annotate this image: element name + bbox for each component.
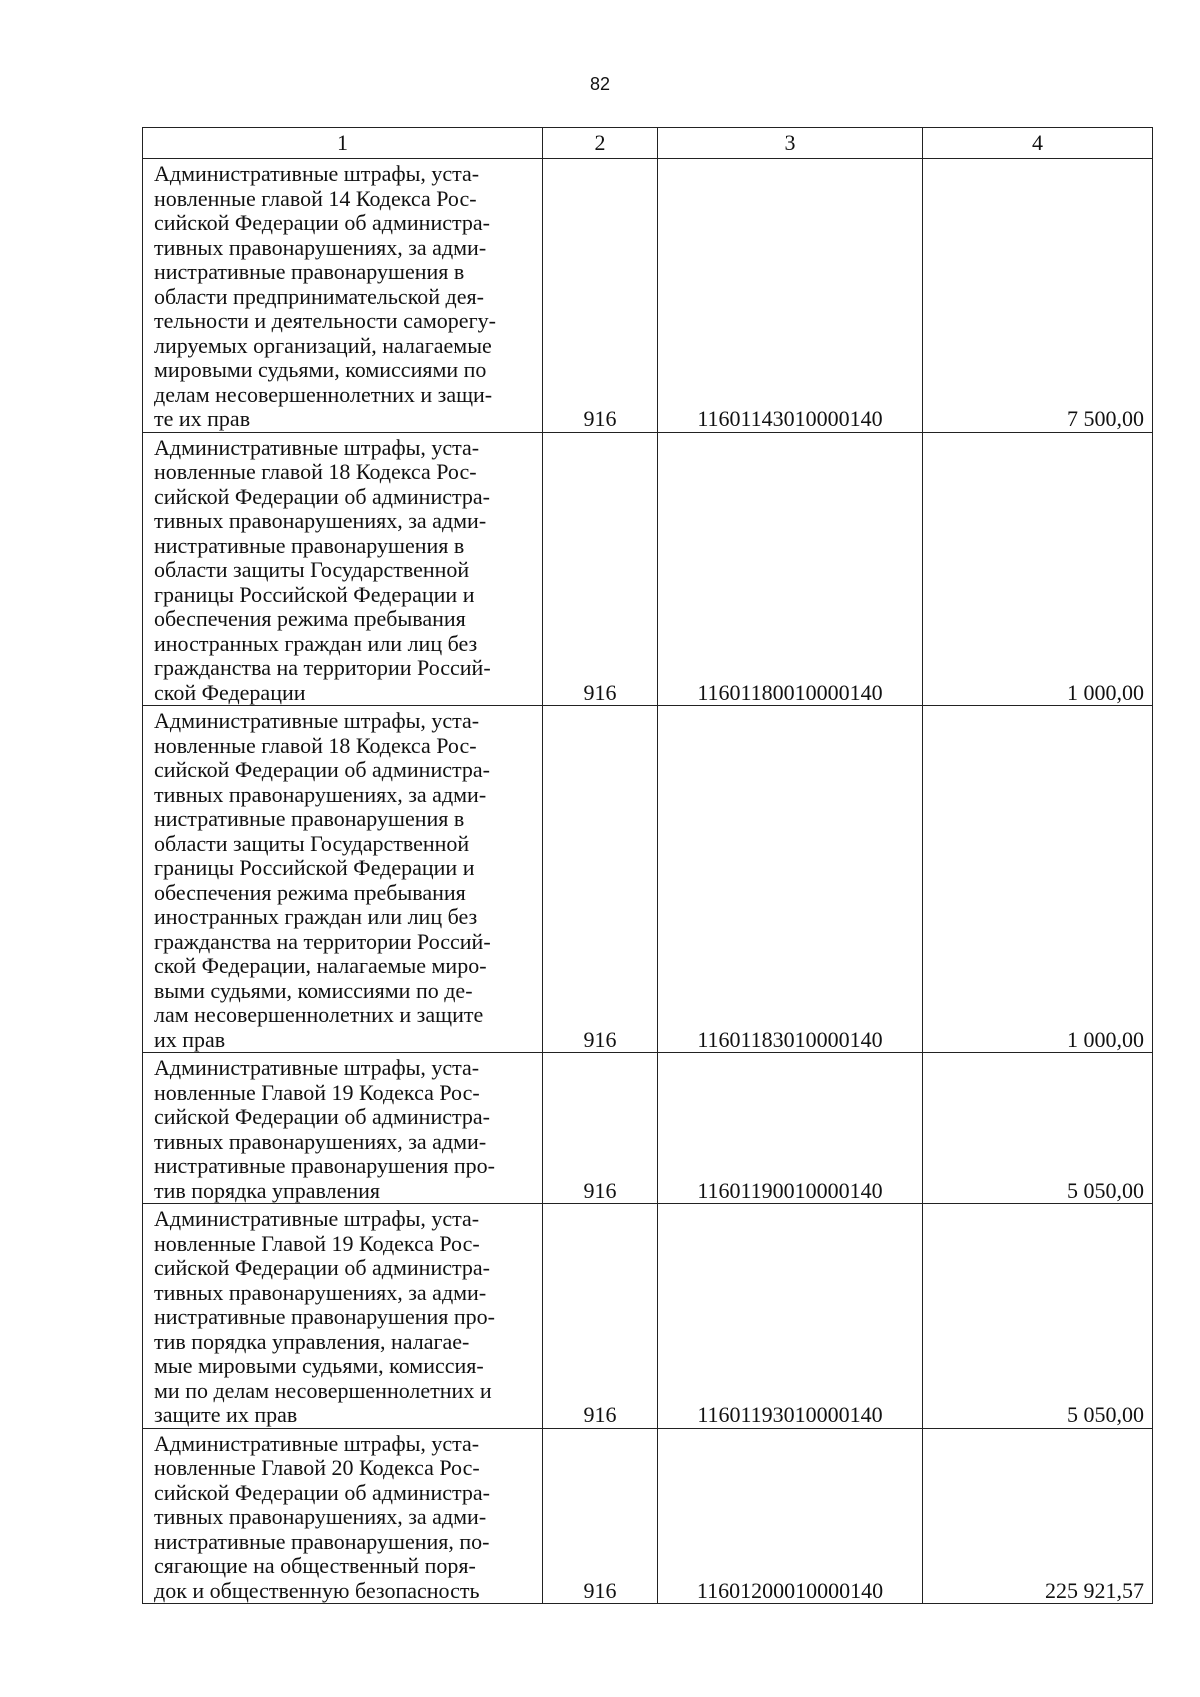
column-header-3: 3 [658,128,923,159]
revenue-name-cell [143,1428,543,1604]
administrator-code-cell: 916 [543,1053,658,1204]
revenue-name-line: сийской Федерации об администра- [154,757,490,782]
revenue-table [142,127,1153,1604]
revenue-name-line: ской Федерации [154,679,306,705]
revenue-name-line: сийской Федерации об администра- [154,483,490,509]
revenue-name-line: тивных правонарушениях, за адми- [154,1279,487,1305]
table-row [143,706,1153,1053]
revenue-name-line: мые мировыми судьями, комиссия- [154,1353,484,1378]
revenue-name-line: иностранных граждан или лиц без [154,630,478,656]
revenue-name-line: сягающие на общественный поря- [154,1553,476,1578]
revenue-name-line: новленные Главой 19 Кодекса Рос- [154,1230,480,1256]
revenue-name-line: мировыми судьями, комиссиями по [154,357,487,382]
revenue-name-line: гражданства на территории Россий- [154,928,491,954]
revenue-name-line: делам несовершеннолетних и защи- [154,381,493,407]
classification-code-cell: 11601183010000140 [658,706,923,1053]
administrator-code-cell: 916 [543,432,658,706]
administrator-code-cell: 916 [543,159,658,433]
revenue-name-line: их прав [154,1026,226,1052]
revenue-name-line: нистративные правонарушения про- [154,1153,495,1178]
revenue-name-line: ми по делам несовершеннолетних и [154,1377,492,1403]
column-header-4: 4 [923,128,1153,159]
revenue-name-line: Административные штрафы, уста- [154,434,480,460]
table-body [143,159,1153,1604]
revenue-name-line: Административные штрафы, уста- [154,1206,480,1231]
revenue-name-line: новленные Главой 20 Кодекса Рос- [154,1455,480,1480]
revenue-name-line: Административные штрафы, уста- [154,1430,480,1456]
classification-code-cell: 11601143010000140 [658,159,923,433]
table-row [143,1053,1153,1204]
revenue-name-line: нистративные правонарушения в [154,259,465,284]
administrator-code-cell: 916 [543,706,658,1053]
revenue-name-line: новленные главой 14 Кодекса Рос- [154,185,477,211]
column-header-1: 1 [143,128,543,159]
revenue-name-line: тивных правонарушениях, за адми- [154,781,487,807]
revenue-name-line: границы Российской Федерации и [154,581,475,607]
table-row [143,159,1153,433]
amount-cell: 225 921,57 [923,1428,1153,1604]
revenue-name-line: тельности и деятельности саморегу- [154,308,496,333]
revenue-name-line: тивных правонарушениях, за адми- [154,1504,487,1529]
revenue-name-line: док и общественную безопасность [154,1577,480,1603]
revenue-name-line: сийской Федерации об администра- [154,1255,490,1280]
administrator-code-cell: 916 [543,1204,658,1429]
revenue-name-line: области защиты Государственной [154,830,470,856]
table-row [143,1428,1153,1604]
revenue-name-line: тивных правонарушениях, за адми- [154,234,487,260]
amount-cell: 7 500,00 [923,159,1153,433]
revenue-name-line: области защиты Государственной [154,557,470,582]
table-row [143,432,1153,706]
revenue-name-line: те их прав [154,406,251,431]
revenue-name-line: лам несовершеннолетних и защите [154,1002,484,1027]
revenue-name-cell [143,1204,543,1429]
revenue-name-line: сийской Федерации об администра- [154,210,490,235]
revenue-name-line: Административные штрафы, уста- [154,161,480,186]
classification-code-cell: 11601180010000140 [658,432,923,706]
revenue-name-line: иностранных граждан или лиц без [154,904,478,929]
revenue-name-cell [143,706,543,1053]
classification-code-cell: 11601190010000140 [658,1053,923,1204]
amount-cell: 5 050,00 [923,1204,1153,1429]
revenue-name-line: тивных правонарушениях, за адми- [154,508,487,533]
column-header-2: 2 [543,128,658,159]
revenue-name-line: тив порядка управления, налагае- [154,1328,470,1354]
amount-cell: 1 000,00 [923,706,1153,1053]
revenue-name-line: новленные главой 18 Кодекса Рос- [154,732,477,758]
revenue-name-line: нистративные правонарушения про- [154,1304,495,1329]
classification-code-cell: 11601200010000140 [658,1428,923,1604]
revenue-name-line: нистративные правонарушения, по- [154,1528,490,1554]
revenue-name-line: области предпринимательской дея- [154,283,484,309]
table-row [143,1204,1153,1429]
revenue-name-line: нистративные правонарушения в [154,806,465,831]
revenue-name-line: лируемых организаций, налагаемые [154,332,492,358]
revenue-name-line: Административные штрафы, уста- [154,708,480,733]
revenue-name-cell [143,1053,543,1204]
revenue-name-line: новленные Главой 19 Кодекса Рос- [154,1079,480,1105]
revenue-name-line: сийской Федерации об администра- [154,1479,490,1505]
revenue-name-line: сийской Федерации об администра- [154,1104,490,1129]
page-number: 82 [589,74,611,94]
revenue-name-line: тивных правонарушениях, за адми- [154,1128,487,1154]
revenue-name-line: тив порядка управления [154,1177,381,1203]
revenue-name-line: обеспечения режима пребывания [154,879,466,905]
administrator-code-cell: 916 [543,1428,658,1604]
amount-cell: 1 000,00 [923,432,1153,706]
revenue-name-line: ской Федерации, налагаемые миро- [154,953,487,978]
revenue-name-line: защите их прав [154,1402,298,1427]
revenue-name-cell [143,159,543,433]
revenue-name-line: нистративные правонарушения в [154,532,465,558]
header-row [143,128,1153,159]
revenue-name-line: новленные главой 18 Кодекса Рос- [154,459,477,484]
revenue-name-cell [143,432,543,706]
revenue-name-line: обеспечения режима пребывания [154,606,466,631]
revenue-name-line: гражданства на территории Россий- [154,655,491,680]
amount-cell: 5 050,00 [923,1053,1153,1204]
revenue-name-line: выми судьями, комиссиями по де- [154,977,473,1003]
revenue-name-line: Административные штрафы, уста- [154,1055,480,1080]
classification-code-cell: 11601193010000140 [658,1204,923,1429]
revenue-name-line: границы Российской Федерации и [154,855,475,880]
